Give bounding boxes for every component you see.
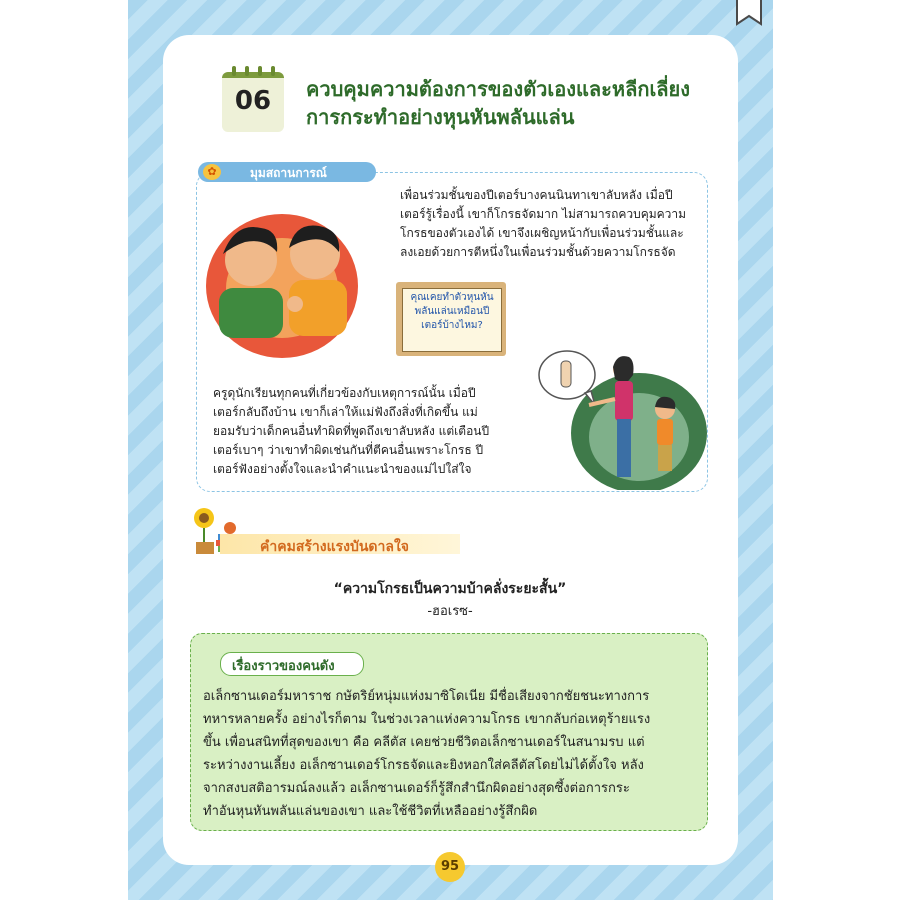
story-paragraph: อเล็กซานเดอร์มหาราช กษัตริย์หนุ่มแห่งมาซิโดเนีย มีชื่อเสียงจากชัยชนะทางการ ทหารหลายครั้ง อย่างไรก็ตาม ในช่วงเวลาแห่งความโกรธ เขากลับก่อเหตุร้ายแรง ขึ้น เพื่อนสนิทที่สุดของเขา คือ คลีตัส เคยช่วยชีวิตอเล็กซานเดอร์ในสนามรบ แต่ ระหว่างงานเลี้ยง อเล็กซานเดอร์โกรธจัดและยิงหอกใส่คลีตัสโดยไม่ได้ตั้งใจ หลัง จากสงบสติอารมณ์ลงแล้ว อเล็กซานเดอร์ก็รู้สึกสำนึกผิดอย่างสุดซึ้งต่อการกระ ทำอันหุนหันพลันแล่นของเขา และใช้ชีวิตที่เหลืออย่างรู้สึกผิด [203, 689, 651, 819]
question-box: คุณเคยทำตัวหุนหัน พลันแล่นเหมือนปี เตอร์บ้างไหม? [402, 288, 502, 352]
page-number: 95 [435, 852, 465, 882]
quote-text: “ความโกรธเป็นความบ้าคลั่งระยะสั้น” [333, 581, 567, 597]
scenario-label: มุมสถานการณ์ [250, 166, 327, 180]
mother-and-son-illustration [537, 345, 707, 490]
lesson-number: 06 [234, 86, 272, 116]
scenario-paragraph-2: ครูดุนักเรียนทุกคนที่เกี่ยวข้องกับเหตุการณ์นั้น เมื่อปี เตอร์กลับถึงบ้าน เขาก็เล่าให้แม่ฟังถึงสิ่งที่เกิดขึ้น แม่ ยอมรับว่าเด็กคนอื่นทำผิดที่พูดถึงเขาลับหลัง แต่เตือนปี เตอร์เบาๆ ว่าเขาทำผิดเช่นกันที่ตีคนอื่นเพราะโกรธ ปี เตอร์ฟังอย่างตั้งใจและนำคำแนะนำของแม่ไปใส่ใจ [213, 386, 490, 476]
angry-children-illustration [205, 208, 359, 358]
calendar-icon [222, 72, 284, 132]
story-heading: เรื่องราวของคนดัง [232, 659, 335, 674]
flower-icon: ✿ [203, 164, 221, 180]
lesson-title: ควบคุมความต้องการของตัวเองและหลีกเลี่ยง การกระทำอย่างหุนหันพลันแล่น [306, 77, 691, 129]
inspiration-heading: คำคมสร้างแรงบันดาลใจ [260, 539, 409, 555]
quote-author: -ฮอเรซ- [427, 604, 473, 619]
scenario-paragraph-1: เพื่อนร่วมชั้นของปีเตอร์บางคนนินทาเขาลับหลัง เมื่อปี เตอร์รู้เรื่องนี้ เขาก็โกรธจัดมาก ไม่สามารถควบคุมความ โกรธของตัวเองได้ เขาจึงเผชิญหน้ากับเพื่อนร่วมชั้นและ ลงเอยด้วยการตีหนึ่งในเพื่อนร่วมชั้นด้วยความโกรธจัด [400, 188, 687, 259]
bookmark-icon [735, 0, 763, 26]
